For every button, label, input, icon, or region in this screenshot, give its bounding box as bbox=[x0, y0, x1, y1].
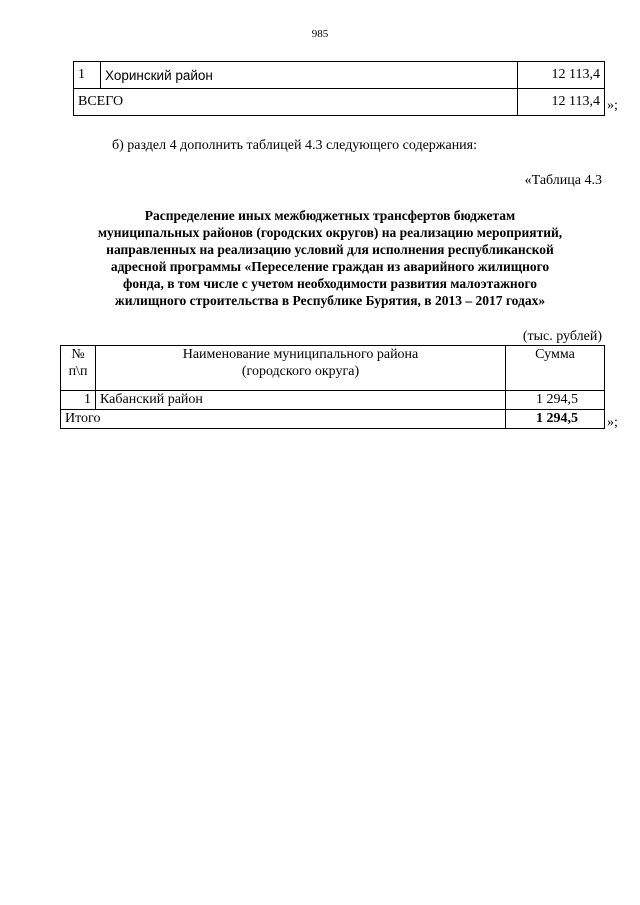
title-line: направленных на реализацию условий для исполнения республиканской bbox=[106, 242, 554, 257]
table-row bbox=[61, 391, 605, 410]
units-label: (тыс. рублей) bbox=[522, 329, 602, 344]
header-number-line: № bbox=[71, 347, 85, 362]
districts-table-1 bbox=[73, 61, 605, 116]
total-label: ВСЕГО bbox=[74, 89, 518, 116]
header-name-line: (городского округа) bbox=[241, 364, 360, 379]
total-sum: 1 294,5 bbox=[506, 410, 605, 429]
district-name: Хоринский район bbox=[101, 62, 518, 89]
total-label: Итого bbox=[61, 410, 506, 429]
title-line: муниципальных районов (городских округов) на реализацию мероприятий, bbox=[97, 225, 563, 240]
header-number-line: п\п bbox=[68, 364, 88, 379]
header-name bbox=[96, 346, 506, 391]
amendment-paragraph: б) раздел 4 дополнить таблицей 4.3 следующего содержания: bbox=[112, 138, 478, 153]
table-row bbox=[74, 62, 605, 89]
row-number: 1 bbox=[74, 62, 101, 89]
title-line: жилищного строительства в Республике Бурятия, в 2013 – 2017 годах» bbox=[114, 293, 546, 308]
page-number: 985 bbox=[311, 28, 329, 40]
district-name: Кабанский район bbox=[96, 391, 506, 410]
table-number-label: «Таблица 4.3 bbox=[524, 173, 602, 188]
row-sum: 12 113,4 bbox=[518, 62, 605, 89]
row-sum: 1 294,5 bbox=[506, 391, 605, 410]
table-title bbox=[60, 207, 600, 309]
closing-quote-1: »; bbox=[607, 98, 618, 113]
title-line: адресной программы «Переселение граждан из аварийного жилищного bbox=[110, 259, 550, 274]
title-line: фонда, в том числе с учетом необходимости развития малоэтажного bbox=[123, 276, 537, 291]
row-number: 1 bbox=[61, 391, 96, 410]
header-row bbox=[61, 346, 605, 391]
title-line: Распределение иных межбюджетных трансфертов бюджетам bbox=[144, 208, 516, 223]
header-number bbox=[61, 346, 96, 391]
closing-quote-2: »; bbox=[607, 415, 618, 430]
header-sum: Сумма bbox=[506, 346, 605, 391]
total-row bbox=[61, 410, 605, 429]
total-row bbox=[74, 89, 605, 116]
districts-table-2 bbox=[60, 345, 605, 429]
total-sum: 12 113,4 bbox=[518, 89, 605, 116]
header-name-line: Наименование муниципального района bbox=[182, 347, 419, 362]
